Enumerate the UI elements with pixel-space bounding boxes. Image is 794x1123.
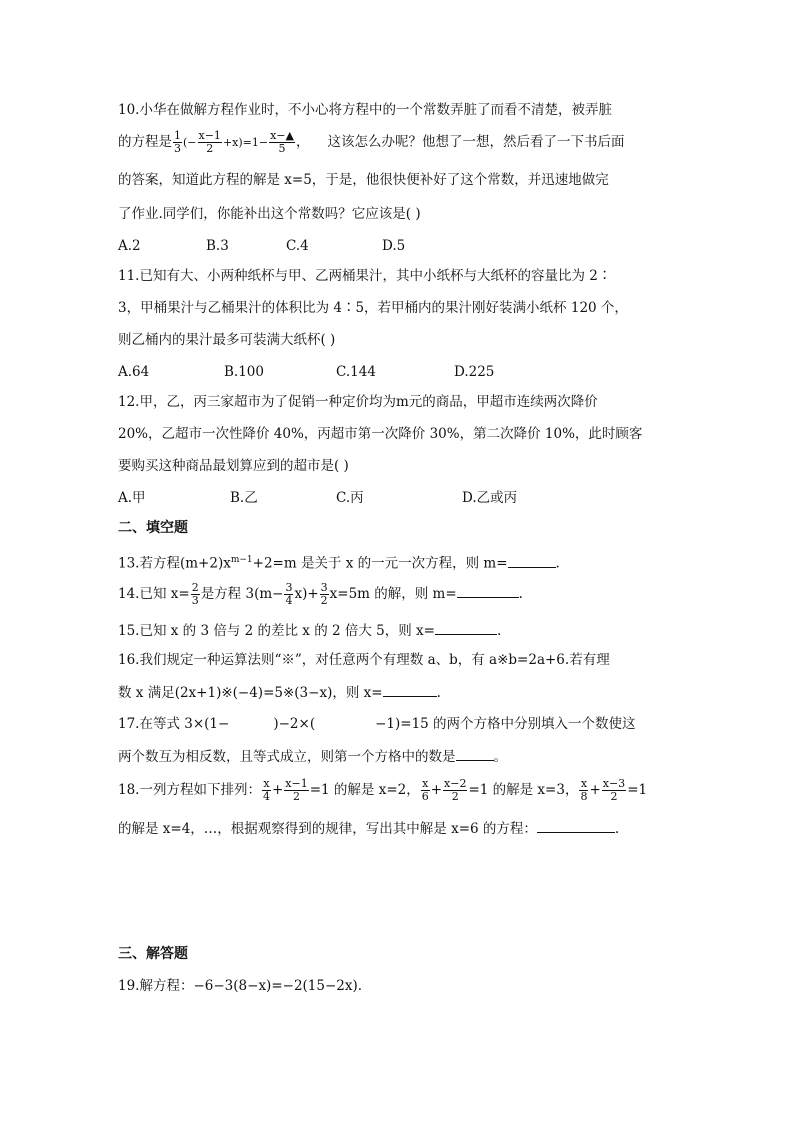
q14-fraction-2-3 (191, 582, 200, 607)
q15 (118, 620, 501, 642)
q10-eq-after: ， (295, 134, 310, 150)
q18-e1-frac-b (284, 778, 308, 803)
q10-option-d: D.5 (382, 238, 406, 254)
q11-option-b: B.100 (224, 364, 264, 380)
q13 (118, 550, 560, 572)
section-solve-heading: 三、解答题 (118, 946, 188, 962)
q18-e3-b-den: 2 (610, 790, 618, 803)
q18-e2-a-den: 6 (421, 790, 429, 803)
q10-fraction-one-third (173, 130, 182, 155)
smudge-triangle-icon: ▲ (285, 129, 294, 142)
q18-e1-plus: + (271, 782, 284, 798)
q18-e1-a-den: 4 (262, 790, 270, 803)
q16-end: . (436, 685, 441, 701)
q18-end: . (614, 821, 620, 837)
q13-end: . (555, 555, 560, 572)
q10-fraction-x-minus-1 (198, 130, 222, 155)
q15-end: . (496, 623, 502, 639)
q17-part-c: −1)=15 的两个方格中分别填入一个数使这 (375, 716, 636, 732)
q14-post: x=5m 的解，则 m= (329, 586, 457, 602)
q14-f1-num: 2 (191, 581, 199, 594)
q11-option-c: C.144 (336, 364, 376, 380)
q12-line1: 12.甲，乙，丙三家超市为了促销一种定价均为m元的商品，甲超市连续两次降价 (118, 394, 598, 410)
q18-e1-rhs: =1 的解是 x=2， (309, 782, 420, 798)
q12-option-b: B.乙 (230, 490, 258, 506)
q18-answer-blank[interactable] (537, 818, 615, 833)
q14-answer-blank[interactable] (457, 583, 519, 598)
q14-pre: 14.已知 x= (118, 586, 190, 602)
q18-e2-a-num: x (422, 777, 429, 790)
q14-mid2: x)+ (294, 586, 319, 602)
q18-e2-plus: + (430, 782, 443, 798)
section-fill-in-heading: 二、填空题 (118, 520, 188, 536)
q17-line2-pre: 两个数互为相反数，且等式成立，则第一个方格中的数是 (118, 749, 456, 765)
q12-option-c: C.丙 (336, 490, 364, 506)
q16-line2 (118, 682, 441, 704)
q10-eq-mid: +x)=1− (222, 136, 269, 149)
q14-f2-den: 4 (285, 594, 293, 607)
q14 (118, 581, 523, 607)
q11-option-a: A.64 (118, 364, 150, 380)
q18-e1-a-num: x (263, 777, 270, 790)
q10-line4: 了作业.同学们，你能补出这个常数吗？它应该是( ) (118, 206, 421, 222)
q18-line2 (118, 818, 619, 840)
q18-e3-plus: + (589, 782, 601, 798)
q18-line1 (118, 777, 648, 803)
q12-line2: 20%，乙超市一次性降价 40%，丙超市第一次降价 30%，第二次降价 10%，此时顾客 (118, 426, 643, 442)
q18-e3-frac-a (579, 778, 588, 803)
q13-exponent: m−1 (230, 555, 253, 565)
q15-text: 15.已知 x 的 3 倍与 2 的差比 x 的 2 倍大 5，则 x= (118, 623, 435, 639)
q11-line2: 3，甲桶果汁与乙桶果汁的体积比为 4∶5，若甲桶内的果汁刚好装满小纸杯 120 个， (118, 300, 628, 316)
q10-option-b: B.3 (206, 238, 229, 254)
q17-answer-blank[interactable] (456, 746, 494, 761)
q14-fraction-3-2 (320, 582, 329, 607)
q14-f2-num: 3 (285, 581, 293, 594)
q18-pre: 18.一列方程如下排列： (118, 782, 261, 798)
q11-options (118, 362, 494, 384)
q13-post: +2=m 是关于 x 的一元一次方程，则 m= (252, 555, 508, 572)
q19: 19.解方程：−6−3(8−x)=−2(15−2x). (118, 978, 363, 994)
q10-f1-num: 1 (174, 129, 181, 142)
q16-line1: 16.我们规定一种运算法则“※”，对任意两个有理数 a、b，有 a※b=2a+6.若有理 (118, 652, 610, 668)
q18-e3-frac-b (602, 778, 626, 803)
q10-fraction-smudged (269, 130, 295, 155)
q18-e3-a-num: x (580, 777, 588, 790)
q10-option-a: A.2 (118, 238, 141, 254)
q15-answer-blank[interactable] (435, 620, 497, 635)
q18-e1-b-den: 2 (293, 790, 300, 803)
q18-e2-b-den: 2 (451, 790, 459, 803)
q18-e1-frac-a (262, 778, 271, 803)
q10-line2-pre: 的方程是 (118, 134, 172, 150)
q18-line2-text: 的解是 x=4，…，根据观察得到的规律，写出其中解是 x=6 的方程： (118, 821, 537, 837)
q11-line1: 11.已知有大、小两种纸杯与甲、乙两桶果汁，其中小纸杯与大纸杯的容量比为 2∶ (118, 268, 612, 284)
q14-end: . (518, 586, 523, 602)
q10-f3-num: x− (270, 129, 286, 142)
q17-end: 。 (493, 749, 507, 765)
q14-f1-den: 3 (191, 594, 199, 607)
q13-answer-blank[interactable] (508, 553, 556, 568)
q13-pre: 13.若方程(m+2)x (118, 555, 231, 572)
q10-f1-den: 3 (174, 142, 181, 155)
q10-paren-open: (− (183, 136, 197, 149)
q16-answer-blank[interactable] (383, 682, 437, 697)
q18-e3-rhs: =1 (627, 782, 648, 798)
q17-part-b: )−2×( (273, 716, 316, 732)
q17-line1 (118, 714, 636, 736)
q10-line1: 10.小华在做解方程作业时，不小心将方程中的一个常数弄脏了而看不清楚，被弄脏 (118, 102, 612, 118)
q18-e3-a-den: 8 (580, 790, 588, 803)
q14-f3-num: 3 (320, 581, 328, 594)
q14-mid1: 是方程 3(m− (200, 586, 284, 602)
q11-line3: 则乙桶内的果汁最多可装满大纸杯( ) (118, 332, 336, 348)
q10-options (118, 236, 405, 258)
q18-e2-frac-a (421, 778, 430, 803)
q12-line3: 要购买这种商品最划算应到的超市是( ) (118, 458, 349, 474)
q18-e2-frac-b (443, 778, 467, 803)
q12-options (118, 488, 517, 510)
q10-line3: 的答案，知道此方程的解是 x=5，于是，他很快便补好了这个常数，并迅速地做完 (118, 172, 609, 188)
q10-line2-post: 这该怎么办呢？他想了一想，然后看了一下书后面 (327, 134, 625, 150)
q16-line2-pre: 数 x 满足(2x+1)※(−4)=5※(3−x)，则 x= (118, 685, 383, 701)
q12-option-d: D.乙或丙 (462, 490, 518, 506)
q10-f2-den: 2 (206, 142, 214, 155)
q10-f2-num: x−1 (198, 129, 221, 142)
q10-line2 (118, 129, 625, 155)
q11-option-d: D.225 (454, 364, 495, 380)
q12-option-a: A.甲 (118, 490, 146, 506)
q18-e2-rhs: =1 的解是 x=3， (468, 782, 579, 798)
q18-e1-b-num: x−1 (285, 777, 308, 790)
q18-e3-b-num: x−3 (602, 777, 626, 790)
q10-option-c: C.4 (286, 238, 309, 254)
q17-line2 (118, 746, 507, 768)
q10-f3-den: 5 (278, 142, 286, 155)
q18-e2-b-num: x−2 (444, 777, 467, 790)
q17-part-a: 17.在等式 3×(1− (118, 716, 230, 732)
q14-f3-den: 2 (320, 594, 328, 607)
q14-fraction-3-4 (284, 582, 293, 607)
